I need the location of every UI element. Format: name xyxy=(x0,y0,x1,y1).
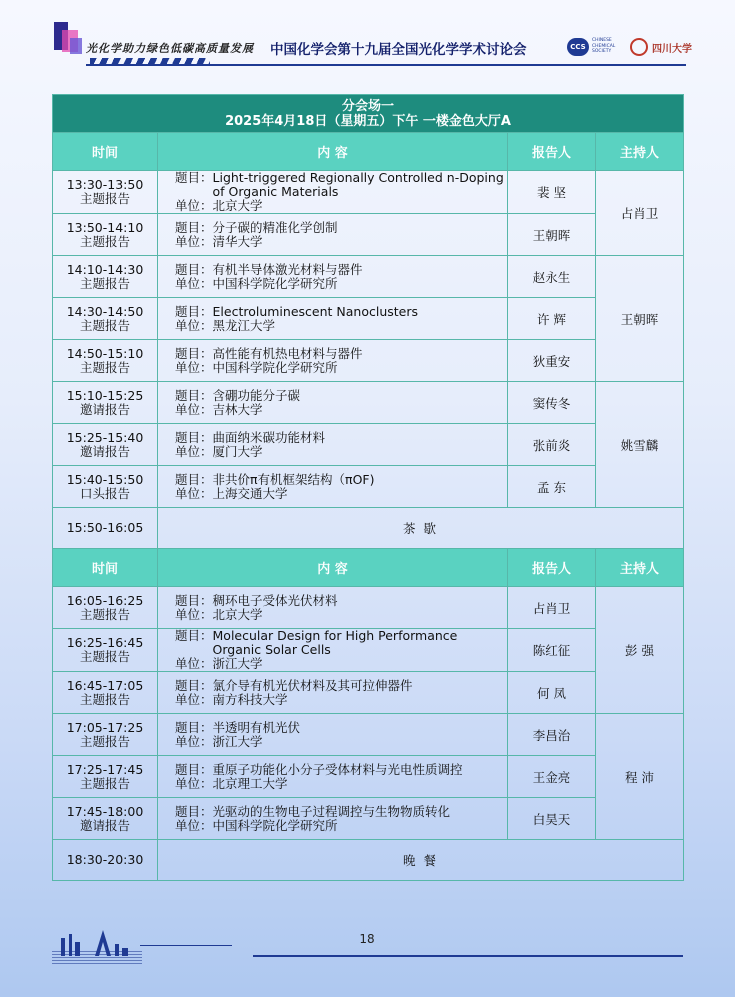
session-banner xyxy=(53,95,684,133)
talk-unit: 北京大学 xyxy=(212,606,263,622)
unit-label: 单位： xyxy=(175,485,213,501)
talk-time: 16:45-17:05 xyxy=(66,677,144,693)
talk-title: 光驱动的生物电子过程调控与生物物质转化 xyxy=(212,803,451,819)
speaker-cell: 赵永生 xyxy=(508,256,596,298)
talk-unit: 黑龙江大学 xyxy=(212,317,276,333)
speaker-cell: 孟 东 xyxy=(508,466,596,508)
topic-label: 题目： xyxy=(175,592,213,608)
topic-label: 题目： xyxy=(175,170,213,185)
talk-topic-line xyxy=(175,721,507,735)
talk-type: 邀请报告 xyxy=(79,401,130,417)
talk-title: 氯介导有机光伏材料及其可拉伸器件 xyxy=(212,677,413,693)
talk-topic-line xyxy=(175,763,507,777)
conference-title: 中国化学会第十九届全国光化学学术讨论会 xyxy=(270,42,527,58)
talk-row xyxy=(53,714,684,756)
break-label: 晚 餐 xyxy=(158,840,684,881)
talk-row xyxy=(53,798,684,840)
talk-unit-line xyxy=(175,608,507,622)
host-cell: 占肖卫 xyxy=(596,171,684,256)
talk-type: 主题报告 xyxy=(79,775,130,791)
talk-title: Light-triggered Regionally Controlled n-Doping of Organic Materials xyxy=(212,170,504,199)
talk-content-cell xyxy=(158,756,508,798)
unit-label: 单位： xyxy=(175,775,213,791)
talk-row xyxy=(53,298,684,340)
talk-row xyxy=(53,466,684,508)
talk-topic-line xyxy=(175,389,507,403)
column-header-host: 主持人 xyxy=(596,133,684,171)
talk-topic-line xyxy=(175,347,507,361)
header-rule xyxy=(86,64,686,66)
column-header-row xyxy=(53,549,684,587)
talk-content-cell xyxy=(158,382,508,424)
column-header-content: 内 容 xyxy=(158,549,508,587)
speaker-cell: 王朝晖 xyxy=(508,214,596,256)
unit-label: 单位： xyxy=(175,359,213,375)
talk-unit-line xyxy=(175,277,507,291)
talk-time: 16:05-16:25 xyxy=(66,592,144,608)
talk-type: 主题报告 xyxy=(79,233,130,249)
talk-time: 17:25-17:45 xyxy=(66,761,144,777)
column-header-row xyxy=(53,133,684,171)
talk-time: 14:10-14:30 xyxy=(66,261,144,277)
talk-title: 分子碳的精准化学创制 xyxy=(212,219,338,235)
speaker-cell: 窦传冬 xyxy=(508,382,596,424)
topic-label: 题目： xyxy=(175,761,213,777)
column-header-time: 时间 xyxy=(53,549,158,587)
talk-unit-line xyxy=(175,235,507,249)
talk-unit: 上海交通大学 xyxy=(212,485,288,501)
talk-topic-line xyxy=(175,431,507,445)
talk-content-cell xyxy=(158,256,508,298)
talk-type: 邀请报告 xyxy=(79,817,130,833)
topic-label: 题目： xyxy=(175,387,213,403)
talk-content-cell xyxy=(158,629,508,672)
host-cell: 彭 强 xyxy=(596,587,684,714)
talk-row xyxy=(53,171,684,214)
talk-type: 邀请报告 xyxy=(79,443,130,459)
talk-time: 15:40-15:50 xyxy=(66,471,144,487)
speaker-cell: 许 辉 xyxy=(508,298,596,340)
talk-unit-line xyxy=(175,657,507,671)
speaker-cell: 占肖卫 xyxy=(508,587,596,629)
speaker-cell: 王金亮 xyxy=(508,756,596,798)
talk-time: 17:45-18:00 xyxy=(66,803,144,819)
topic-label: 题目： xyxy=(175,345,213,361)
break-time: 18:30-20:30 xyxy=(53,840,158,881)
talk-content-cell xyxy=(158,587,508,629)
column-header-speaker: 报告人 xyxy=(508,549,596,587)
break-time: 15:50-16:05 xyxy=(53,508,158,549)
talk-type: 口头报告 xyxy=(79,485,130,501)
university-seal-icon xyxy=(630,38,648,56)
talk-unit-line xyxy=(175,319,507,333)
speaker-cell: 狄重安 xyxy=(508,340,596,382)
talk-topic-line xyxy=(175,629,507,657)
speaker-cell: 李昌治 xyxy=(508,714,596,756)
topic-label: 题目： xyxy=(175,303,213,319)
talk-row xyxy=(53,340,684,382)
column-header-time: 时间 xyxy=(53,133,158,171)
page-header xyxy=(0,0,735,75)
talk-unit: 中国科学院化学研究所 xyxy=(212,817,338,833)
talk-content-cell xyxy=(158,171,508,214)
topic-label: 题目： xyxy=(175,429,213,445)
university-logo-text: 四川大学 xyxy=(652,44,692,55)
unit-label: 单位： xyxy=(175,606,213,622)
talk-title: 非共价π有机框架结构（πOF) xyxy=(212,471,375,487)
talk-time-cell xyxy=(53,629,158,672)
page-number: 18 xyxy=(359,932,375,946)
header-decoration xyxy=(70,38,82,54)
talk-row xyxy=(53,587,684,629)
talk-title: Electroluminescent Nanoclusters xyxy=(212,303,418,319)
unit-label: 单位： xyxy=(175,233,213,249)
talk-unit: 中国科学院化学研究所 xyxy=(212,275,338,291)
talk-time: 14:30-14:50 xyxy=(66,303,144,319)
talk-time-cell xyxy=(53,424,158,466)
unit-label: 单位： xyxy=(175,198,213,213)
talk-row xyxy=(53,214,684,256)
unit-label: 单位： xyxy=(175,691,213,707)
talk-title: 稠环电子受体光伏材料 xyxy=(212,592,338,608)
talk-title: 高性能有机热电材料与器件 xyxy=(212,345,363,361)
speaker-cell: 白昊天 xyxy=(508,798,596,840)
unit-label: 单位： xyxy=(175,733,213,749)
talk-unit-line xyxy=(175,777,507,791)
topic-label: 题目： xyxy=(175,219,213,235)
talk-type: 主题报告 xyxy=(79,691,130,707)
footer-rule xyxy=(253,955,683,957)
column-header-host: 主持人 xyxy=(596,549,684,587)
talk-topic-line xyxy=(175,263,507,277)
talk-unit: 北京大学 xyxy=(212,198,263,213)
ccs-logo-text: CHINESE CHEMICAL SOCIETY xyxy=(592,38,616,54)
topic-label: 题目： xyxy=(175,261,213,277)
talk-time-cell xyxy=(53,298,158,340)
talk-time: 16:25-16:45 xyxy=(66,635,144,650)
talk-topic-line xyxy=(175,473,507,487)
talk-time-cell xyxy=(53,798,158,840)
talk-row xyxy=(53,382,684,424)
talk-type: 主题报告 xyxy=(79,606,130,622)
talk-time: 17:05-17:25 xyxy=(66,719,144,735)
talk-topic-line xyxy=(175,679,507,693)
talk-time-cell xyxy=(53,214,158,256)
talk-unit: 厦门大学 xyxy=(212,443,263,459)
talk-row xyxy=(53,424,684,466)
talk-time: 15:25-15:40 xyxy=(66,429,144,445)
unit-label: 单位： xyxy=(175,817,213,833)
session-subtitle: 2025年4月18日（星期五）下午 一楼金色大厅A xyxy=(225,113,511,129)
talk-unit: 中国科学院化学研究所 xyxy=(212,359,338,375)
talk-unit-line xyxy=(175,735,507,749)
talk-unit-line xyxy=(175,819,507,833)
talk-unit-line xyxy=(175,445,507,459)
talk-time: 13:30-13:50 xyxy=(66,177,144,192)
talk-time: 15:10-15:25 xyxy=(66,387,144,403)
speaker-cell: 裴 坚 xyxy=(508,171,596,214)
talk-time-cell xyxy=(53,714,158,756)
header-slogan: 光化学助力绿色低碳高质量发展 xyxy=(86,42,254,55)
schedule-table xyxy=(52,94,684,881)
talk-time-cell xyxy=(53,587,158,629)
talk-time: 13:50-14:10 xyxy=(66,219,144,235)
talk-topic-line xyxy=(175,305,507,319)
talk-unit: 北京理工大学 xyxy=(212,775,288,791)
talk-content-cell xyxy=(158,214,508,256)
unit-label: 单位： xyxy=(175,401,213,417)
host-cell: 程 沛 xyxy=(596,714,684,840)
talk-time-cell xyxy=(53,171,158,214)
talk-type: 主题报告 xyxy=(79,359,130,375)
talk-time-cell xyxy=(53,340,158,382)
unit-label: 单位： xyxy=(175,317,213,333)
talk-type: 主题报告 xyxy=(79,733,130,749)
talk-content-cell xyxy=(158,466,508,508)
talk-topic-line xyxy=(175,171,507,199)
talk-unit: 吉林大学 xyxy=(212,401,263,417)
talk-title: 重原子功能化小分子受体材料与光电性质调控 xyxy=(212,761,463,777)
footer-wave xyxy=(52,950,142,964)
talk-title: 半透明有机光伏 xyxy=(212,719,301,735)
host-cell: 姚雪麟 xyxy=(596,382,684,508)
speaker-cell: 张前炎 xyxy=(508,424,596,466)
talk-row xyxy=(53,629,684,672)
topic-label: 题目： xyxy=(175,677,213,693)
talk-topic-line xyxy=(175,594,507,608)
talk-row xyxy=(53,672,684,714)
talk-title: 含硼功能分子碳 xyxy=(212,387,301,403)
talk-unit-line xyxy=(175,199,507,213)
talk-content-cell xyxy=(158,714,508,756)
talk-unit: 浙江大学 xyxy=(212,733,263,749)
footer-rule xyxy=(140,945,232,946)
talk-time-cell xyxy=(53,466,158,508)
talk-content-cell xyxy=(158,672,508,714)
unit-label: 单位： xyxy=(175,443,213,459)
talk-time-cell xyxy=(53,256,158,298)
talk-time: 14:50-15:10 xyxy=(66,345,144,361)
talk-type: 主题报告 xyxy=(79,317,130,333)
talk-type: 主题报告 xyxy=(79,275,130,291)
talk-content-cell xyxy=(158,298,508,340)
talk-unit-line xyxy=(175,693,507,707)
talk-type: 主题报告 xyxy=(79,191,130,206)
talk-unit-line xyxy=(175,403,507,417)
talk-unit: 清华大学 xyxy=(212,233,263,249)
unit-label: 单位： xyxy=(175,275,213,291)
break-row xyxy=(53,508,684,549)
talk-unit-line xyxy=(175,487,507,501)
break-label: 茶 歇 xyxy=(158,508,684,549)
talk-title: 曲面纳米碳功能材料 xyxy=(212,429,326,445)
column-header-content: 内 容 xyxy=(158,133,508,171)
talk-unit-line xyxy=(175,361,507,375)
session-title: 分会场一 xyxy=(342,98,395,114)
talk-row xyxy=(53,256,684,298)
talk-title: Molecular Design for High Performance Organic Solar Cells xyxy=(212,628,458,657)
talk-content-cell xyxy=(158,340,508,382)
talk-title: 有机半导体激光材料与器件 xyxy=(212,261,363,277)
talk-content-cell xyxy=(158,798,508,840)
topic-label: 题目： xyxy=(175,803,213,819)
break-row xyxy=(53,840,684,881)
speaker-cell: 陈红征 xyxy=(508,629,596,672)
talk-unit: 南方科技大学 xyxy=(212,691,288,707)
talk-unit: 浙江大学 xyxy=(212,656,263,671)
talk-content-cell xyxy=(158,424,508,466)
talk-topic-line xyxy=(175,805,507,819)
talk-time-cell xyxy=(53,672,158,714)
talk-time-cell xyxy=(53,756,158,798)
speaker-cell: 何 凤 xyxy=(508,672,596,714)
topic-label: 题目： xyxy=(175,628,213,643)
talk-time-cell xyxy=(53,382,158,424)
column-header-speaker: 报告人 xyxy=(508,133,596,171)
topic-label: 题目： xyxy=(175,719,213,735)
topic-label: 题目： xyxy=(175,471,213,487)
ccs-logo-icon: CCS xyxy=(567,38,589,56)
talk-topic-line xyxy=(175,221,507,235)
talk-type: 主题报告 xyxy=(79,649,130,664)
talk-row xyxy=(53,756,684,798)
host-cell: 王朝晖 xyxy=(596,256,684,382)
unit-label: 单位： xyxy=(175,656,213,671)
